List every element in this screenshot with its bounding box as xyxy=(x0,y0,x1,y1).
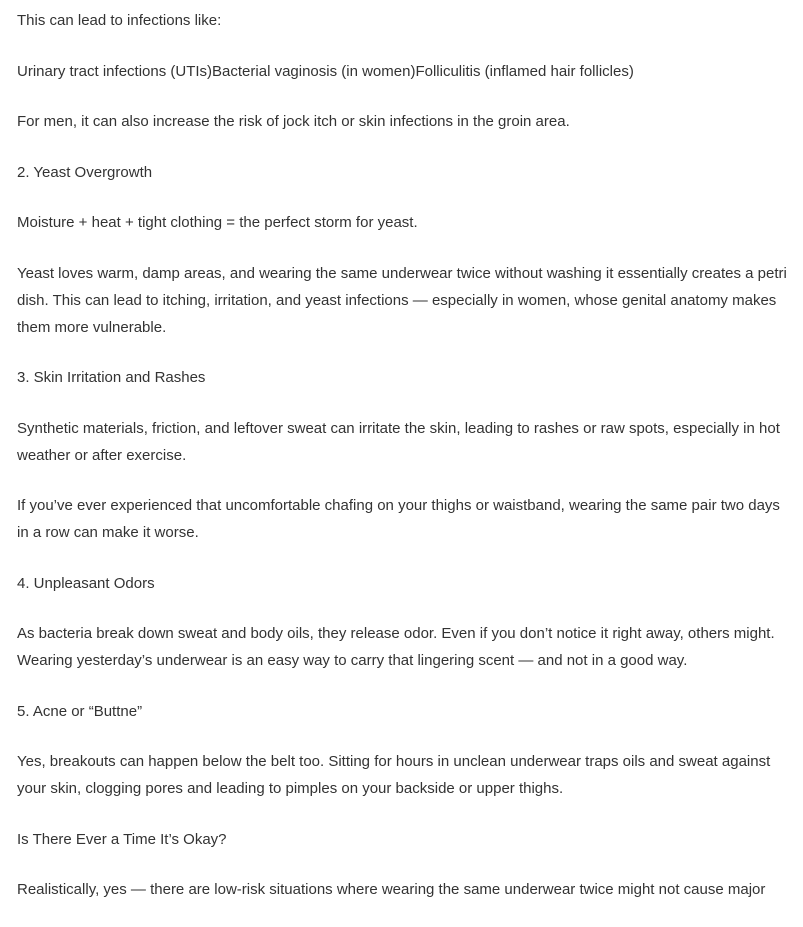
section-heading-skin-irritation: 3. Skin Irritation and Rashes xyxy=(17,369,206,386)
section-heading-yeast-overgrowth: 2. Yeast Overgrowth xyxy=(17,163,153,181)
paragraph-acne: Yes, breakouts can happen below the belt too. Sitting for hours in unclean underwear traps oils and sweat against your skin, clogging pores and leading to pimples on your backside or upper thighs. xyxy=(17,753,771,797)
section-heading-is-it-okay: Is There Ever a Time It’s Okay? xyxy=(17,830,227,848)
paragraph-odors: As bacteria break down sweat and body oils, they release odor. Even if you don’t notice it right away, others might. Wearing yesterday’s underwear is an easy way to carry that lingering scent — and not in a good way. xyxy=(17,625,775,669)
paragraph-men-risk: For men, it can also increase the risk of jock itch or skin infections in the groin area. xyxy=(17,113,570,130)
article-body xyxy=(17,7,787,927)
paragraph-infections-intro: This can lead to infections like: xyxy=(17,12,222,29)
paragraph-realistically: Realistically, yes — there are low-risk situations where wearing the same underwear twice might not cause major xyxy=(17,881,766,898)
paragraph-yeast-formula: Moisture + heat + tight clothing = the perfect storm for yeast. xyxy=(17,214,418,231)
paragraph-infection-list: Urinary tract infections (UTIs)Bacterial vaginosis (in women)Folliculitis (inflamed hair follicles) xyxy=(17,62,634,80)
paragraph-synthetic-materials: Synthetic materials, friction, and leftover sweat can irritate the skin, leading to rashes or raw spots, especially in hot weather or after exercise. xyxy=(17,419,780,464)
paragraph-chafing: If you’ve ever experienced that uncomfortable chafing on your thighs or waistband, wearing the same pair two days in a row can make it worse. xyxy=(17,497,780,541)
paragraph-yeast-details: Yeast loves warm, damp areas, and wearing the same underwear twice without washing it essentially creates a petri dish. This can lead to itching, irritation, and yeast infections — especially in women, whose genital anatomy makes them more vulnerable. xyxy=(17,264,787,336)
section-heading-acne: 5. Acne or “Buttne” xyxy=(17,702,143,720)
section-heading-odors: 4. Unpleasant Odors xyxy=(17,574,155,592)
